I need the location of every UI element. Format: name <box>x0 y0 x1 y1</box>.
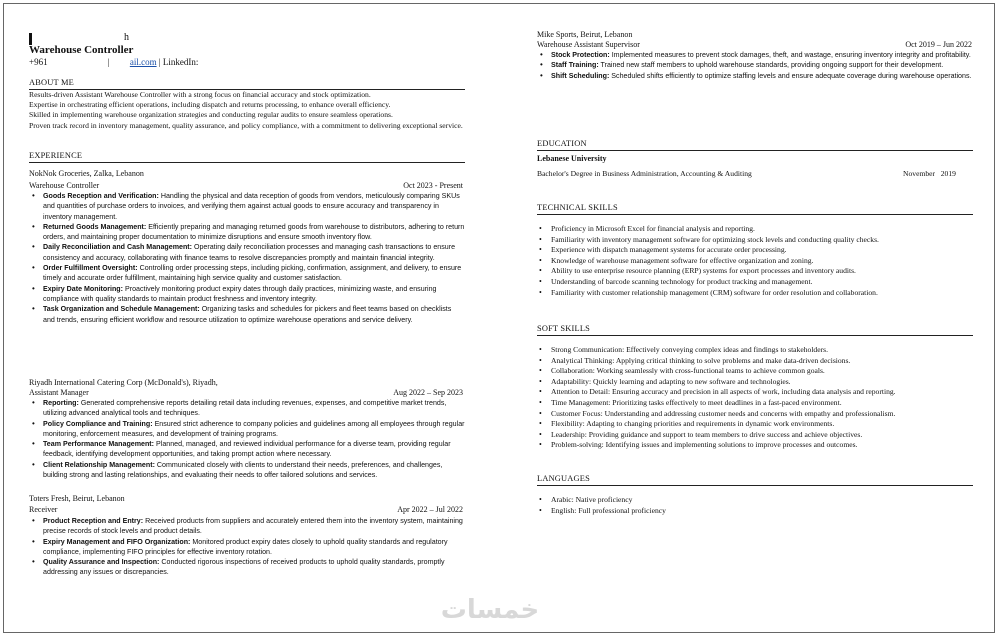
list-item: • Arabic: Native proficiency <box>537 495 973 506</box>
about-line: Skilled in implementing warehouse organization strategies and conducting regular audits to ensure seamless operations. <box>29 110 393 120</box>
list-item: • Product Reception and Entry: Received products from suppliers and accurately entered them into the inventory system, maintaining precise records of stock levels and product details. <box>29 516 465 537</box>
list-item: • Collaboration: Working seamlessly with cross-functional teams to achieve common goals. <box>537 366 973 377</box>
education-rule <box>537 150 973 151</box>
job-company: Mike Sports, Beirut, Lebanon <box>537 30 633 39</box>
job-dates: Apr 2022 – Jul 2022 <box>397 505 463 514</box>
about-line: Results-driven Assistant Warehouse Controller with a strong focus on financial accuracy and stock optimization. <box>29 90 371 99</box>
languages-list <box>537 495 973 516</box>
job-company: Riyadh International Catering Corp (McDonald's), Riyadh, <box>29 378 218 387</box>
experience-rule <box>29 162 465 163</box>
list-item: • Proficiency in Microsoft Excel for financial analysis and reporting. <box>537 224 973 235</box>
job-role: Assistant Manager <box>29 388 89 397</box>
about-line: Proven track record in inventory management, quality assurance, and policy compliance, with a commitment to delivering exceptional service. <box>29 120 463 130</box>
list-item: • Familiarity with customer relationship management (CRM) software for order resolution and collaboration. <box>537 288 973 299</box>
about-text <box>29 90 465 131</box>
job-dates: Aug 2022 – Sep 2023 <box>393 388 463 397</box>
list-item: • Problem-solving: Identifying issues and implementing solutions to improve processes and outcomes. <box>537 440 973 451</box>
languages-rule <box>537 485 973 486</box>
education-school: Lebanese University <box>537 154 607 163</box>
about-line: Expertise in orchestrating efficient operations, including dispatch and returns processing, to enhance overall efficiency. <box>29 100 391 110</box>
khamsat-watermark-logo <box>420 586 560 630</box>
job-bullets <box>29 191 465 325</box>
list-item: • Analytical Thinking: Applying critical thinking to solve problems and make data-driven decisions. <box>537 356 973 367</box>
list-item: • Experience with dispatch management systems for accurate order processing. <box>537 245 973 256</box>
soft-skills-rule <box>537 335 973 336</box>
candidate-name: h <box>124 32 129 43</box>
education-degree: Bachelor's Degree in Business Administration, Accounting & Auditing <box>537 169 752 178</box>
list-item: • Stock Protection: Implemented measures to prevent stock damages, theft, and wastage, ensuring inventory integrity and profitability. <box>537 50 973 60</box>
phone-mark: | <box>107 57 110 67</box>
experience-heading: EXPERIENCE <box>29 151 83 160</box>
list-item: • Time Management: Prioritizing tasks effectively to meet deadlines in a fast-paced environment. <box>537 398 973 409</box>
job-role: Warehouse Assistant Supervisor <box>537 40 640 49</box>
list-item: • Knowledge of warehouse management software for effective organization and zoning. <box>537 256 973 267</box>
about-heading: ABOUT ME <box>29 78 74 87</box>
list-item: • Strong Communication: Effectively conveying complex ideas and findings to stakeholders. <box>537 345 973 356</box>
technical-skills-list <box>537 224 973 298</box>
job-role: Receiver <box>29 505 58 514</box>
education-date: November 2019 <box>903 169 956 178</box>
list-item: • English: Full professional proficiency <box>537 506 973 517</box>
job-title: Warehouse Controller <box>29 44 134 56</box>
list-item: • Daily Reconciliation and Cash Management: Operating daily reconciliation processes and managing cash transactions to ensure consistency and accuracy, collaborating with finance teams to resolve discrepancies promptly and maintain financial integrity. <box>29 242 465 263</box>
job-role: Warehouse Controller <box>29 181 100 190</box>
list-item: • Order Fulfillment Oversight: Controlling order processing steps, including picking, confirmation, assignment, and delivery, to ensure timely and accurate order fulfillment, maintaining high service quality and customer satisfaction. <box>29 263 465 284</box>
soft-skills-list <box>537 345 973 451</box>
list-item: • Leadership: Providing guidance and support to team members to drive success and achieve objectives. <box>537 430 973 441</box>
list-item: • Familiarity with inventory management software for optimizing stock levels and conducting quality checks. <box>537 235 973 246</box>
list-item: • Quality Assurance and Inspection: Conducted rigorous inspections of received products to uphold quality standards, promptly addressing any issues or discrepancies. <box>29 557 465 578</box>
job-bullets <box>29 398 465 480</box>
job-bullets <box>29 516 465 578</box>
list-item: • Ability to use enterprise resource planning (ERP) systems for export processes and inventory audits. <box>537 266 973 277</box>
linkedin-label[interactable]: LinkedIn: <box>162 57 199 67</box>
list-item: • Staff Training: Trained new staff members to uphold warehouse standards, providing ongoing support for their development. <box>537 60 973 70</box>
list-item: • Expiry Date Monitoring: Proactively monitoring product expiry dates through daily practices, minimizing waste, and ensuring compliance with quality standards to maintain product freshness and inventory integrity. <box>29 284 465 305</box>
technical-skills-heading: TECHNICAL SKILLS <box>537 203 618 212</box>
list-item: • Customer Focus: Understanding and addressing customer needs and concerns with empathy and professionalism. <box>537 409 973 420</box>
job-dates: Oct 2019 – Jun 2022 <box>905 40 972 49</box>
job-company: NokNok Groceries, Zalka, Lebanon <box>29 169 144 178</box>
list-item: • Team Performance Management: Planned, managed, and reviewed individual performance for a diverse team, providing regular feedback, identifying development opportunities, and taking prompt action where necessary. <box>29 439 465 460</box>
list-item: • Client Relationship Management: Communicated closely with clients to understand their needs, preferences, and challenges, building strong and lasting relationships, and evaluating their needs to offer tailored solutions and services. <box>29 460 465 481</box>
list-item: • Shift Scheduling: Scheduled shifts efficiently to optimize staffing levels and ensure adequate coverage during warehouse operations. <box>537 71 973 81</box>
list-item: • Adaptability: Quickly learning and adapting to new software and technologies. <box>537 377 973 388</box>
education-heading: EDUCATION <box>537 139 587 148</box>
languages-heading: LANGUAGES <box>537 474 590 483</box>
email-link[interactable]: ail.com <box>129 57 157 67</box>
list-item: • Returned Goods Management: Efficiently preparing and managing returned goods from warehouse to distributors, adhering to return orders, and maintaining proper documentation to minimize disruptions and ensure smooth inventory flow. <box>29 222 465 243</box>
technical-skills-rule <box>537 214 973 215</box>
contact-separator: | <box>156 57 163 67</box>
watermark-text: خمسات <box>440 595 540 625</box>
soft-skills-heading: SOFT SKILLS <box>537 324 591 333</box>
list-item: • Task Organization and Schedule Management: Organizing tasks and schedules for pickers and fleet teams based on checklists and trends, ensuring efficient workflow and resource utilization to optimize warehouse operations and service delivery. <box>29 304 465 325</box>
list-item: • Expiry Management and FIFO Organization: Monitored product expiry dates closely to uphold quality standards and regulatory compliance, implementing FIFO principles for effective inventory rotation. <box>29 537 465 558</box>
contact-line <box>29 57 198 67</box>
list-item: • Policy Compliance and Training: Ensured strict adherence to company policies and guidelines among all employees through regular monitoring, enforcement measures, and development of training programs. <box>29 419 465 440</box>
list-item: • Flexibility: Adapting to changing priorities and requirements in dynamic work environments. <box>537 419 973 430</box>
list-item: • Understanding of barcode scanning technology for product tracking and management. <box>537 277 973 288</box>
list-item: • Reporting: Generated comprehensive reports detailing retail data including revenues, expenses, and competitive market trends, utilizing advanced analytical tools and techniques. <box>29 398 465 419</box>
job-dates: Oct 2023 - Present <box>403 181 463 190</box>
phone-prefix: +961 <box>29 57 48 67</box>
list-item: • Attention to Detail: Ensuring accuracy and precision in all aspects of work, including data analysis and reporting. <box>537 387 973 398</box>
list-item: • Goods Reception and Verification: Handling the physical and data reception of goods from vendors, meticulously comparing SKUs and quantities of purchase orders to invoices, and verifying them against actual goods to ensure accuracy and transparency in inventory management. <box>29 191 465 222</box>
job-company: Toters Fresh, Beirut, Lebanon <box>29 494 125 503</box>
job-bullets <box>537 50 973 81</box>
